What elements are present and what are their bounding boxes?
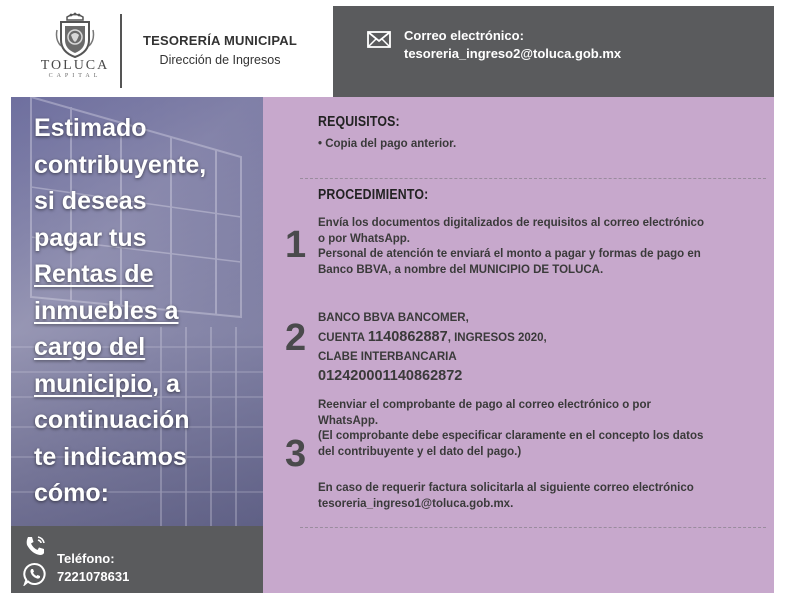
headline-line: Estimado [34,114,147,142]
whatsapp-icon [23,562,47,586]
headline-line-underlined: cargo del [34,333,146,361]
step1-line: Personal de atención te enviará el monto a pagar y formas de pago en [318,248,701,260]
phone-value[interactable]: 7221078631 [57,569,130,584]
requisitos-title: REQUISITOS: [318,114,400,130]
step-number: 1 [285,224,307,266]
step-number: 2 [285,317,307,359]
department-block [122,33,318,67]
clabe-number: 012420001140862872 [318,368,463,384]
phone-label: Teléfono: [57,551,115,566]
contact-box [11,526,263,593]
envelope-icon [367,31,391,48]
headline-line: cómo: [34,479,109,507]
bank-name: BANCO BBVA BANCOMER, [318,312,469,324]
headline-line: si deseas [34,187,147,215]
headline-panel [11,97,263,526]
factura-email[interactable]: tesoreria_ingreso1@toluca.gob.mx. [318,497,514,510]
headline-underlined-word: municipio [34,369,153,398]
step1-text [318,216,704,278]
account-line [318,328,547,348]
department-title: TESORERÍA MUNICIPAL [142,33,298,48]
phone-icon [23,534,47,558]
email-box [333,6,774,97]
headline-text [34,110,206,512]
account-number: 1140862887 [367,329,448,345]
department-subtitle: Dirección de Ingresos [159,53,281,67]
section-divider [300,178,766,179]
step3-line: WhatsApp. [318,414,379,427]
headline-line-underlined: Rentas de [34,260,154,288]
headline-line-underlined: inmuebles a [34,296,179,325]
procedimiento-title: PROCEDIMIENTO: [318,187,429,203]
step2-text [318,309,547,386]
account-prefix: CUENTA [318,332,368,344]
factura-text [318,481,694,512]
headline-line: pagar tus [34,223,147,252]
clabe-label: CLABE INTERBANCARIA [318,351,457,363]
email-label: Correo electrónico: [404,28,524,43]
step1-line: o por WhatsApp. [318,232,410,245]
headline-line: contribuyente, [34,150,207,179]
requisitos-item: • Copia del pago anterior. [318,138,457,150]
info-panel [263,97,774,593]
step1-line: Envía los documentos digitalizados de requisitos al correo electrónico [318,217,704,229]
step-number: 3 [285,433,307,475]
headline-line: te indicamos [34,442,187,471]
headline-line-mixed [34,366,206,403]
step1-line: Banco BBVA, a nombre del MUNICIPIO DE TOLUCA. [318,263,604,276]
email-value[interactable]: tesoreria_ingreso2@toluca.gob.mx [404,46,622,61]
account-suffix: , INGRESOS 2020, [447,332,547,344]
logo-capital: CAPITAL [48,73,102,79]
step3-line: Reenviar el comprobante de pago al correo electrónico o por [318,399,651,411]
headline-line: continuación [34,406,190,434]
logo-city: TOLUCA [40,58,110,73]
headline-line-suffix: , a [152,369,180,398]
crest-icon [55,12,95,58]
toluca-logo [38,12,112,90]
section-divider [300,527,766,528]
step3-line: del contribuyente y el dato del pago.) [318,445,522,458]
factura-line: En caso de requerir factura solicitarla al siguiente correo electrónico [318,482,694,494]
step3-text [318,398,703,460]
step3-line: (El comprobante debe especificar claramente en el concepto los datos [318,430,704,442]
